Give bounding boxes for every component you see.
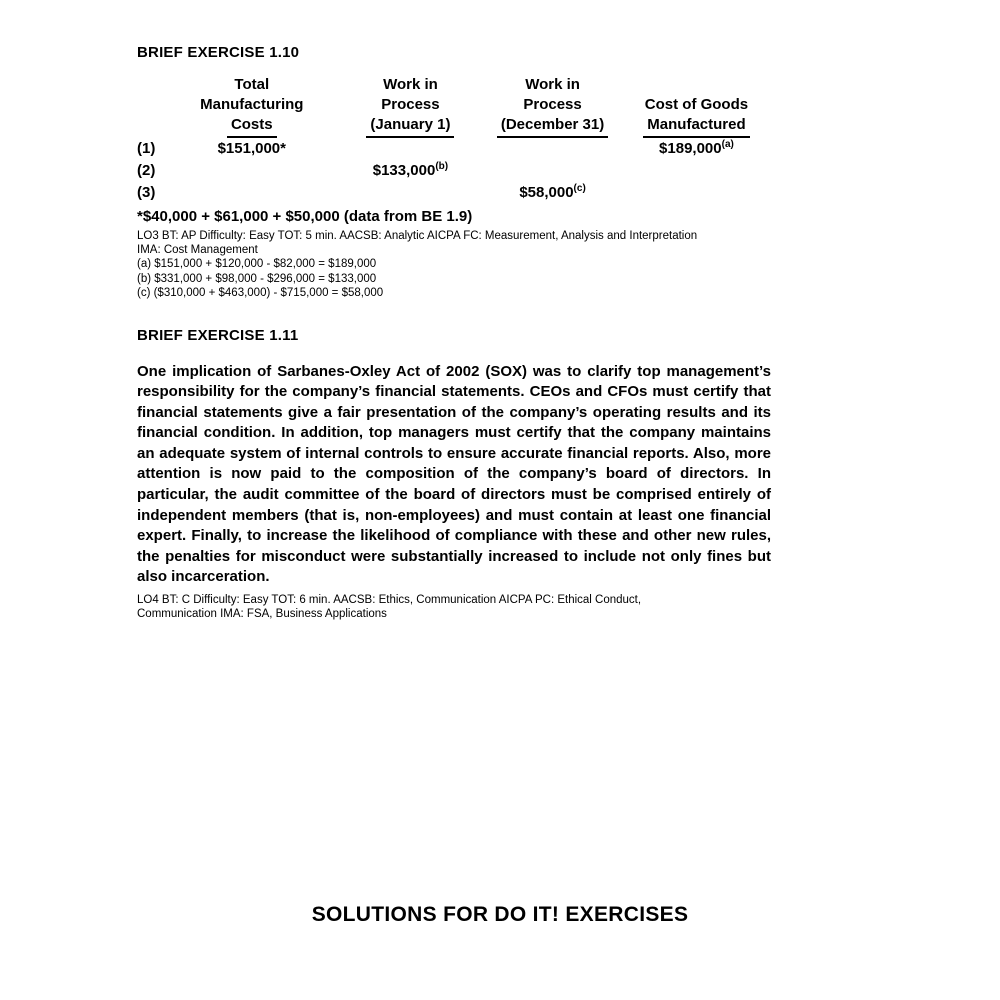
cell-value: $151,000*: [217, 140, 286, 157]
header-line: Cost of Goods: [644, 96, 749, 113]
row-label: (3): [137, 184, 156, 201]
cell-cost-of-goods-manufactured: [624, 138, 769, 160]
row-label: (2): [137, 162, 156, 179]
cell-wip-december-31: [481, 138, 624, 160]
exercise-111-metadata: LO4 BT: C Difficulty: Easy TOT: 6 min. AACSB: Ethics, Communication AICPA PC: Ethical Conduct, Communication IMA: FSA, Business Applications: [137, 594, 642, 621]
header-line: Process: [381, 96, 440, 113]
cell-superscript: (a): [721, 139, 734, 150]
section-footer-title: SOLUTIONS FOR DO IT! EXERCISES: [311, 903, 689, 926]
header-line: Costs: [227, 115, 277, 138]
column-header-total-manufacturing-costs: [164, 75, 340, 138]
column-header-wip-december-31: [481, 75, 624, 138]
table-header: [137, 75, 769, 138]
cell-superscript: (b): [435, 161, 449, 172]
cell-wip-december-31: [481, 160, 624, 182]
table-row: [137, 160, 769, 182]
row-label: (1): [137, 140, 156, 157]
header-line: Manufacturing: [200, 96, 304, 113]
header-line: Manufactured: [643, 115, 749, 138]
cell-total-manufacturing-costs: [164, 160, 340, 182]
header-line: (January 1): [366, 115, 454, 138]
table-body: [137, 138, 769, 204]
cell-value: $189,000: [659, 140, 722, 157]
calculation-line-a: (a) $151,000 + $120,000 - $82,000 = $189,000: [137, 258, 377, 270]
header-line: Work in: [525, 76, 580, 93]
cell-total-manufacturing-costs: [164, 138, 340, 160]
table-row: [137, 138, 769, 160]
cell-cost-of-goods-manufactured: [624, 182, 769, 204]
exercise-110-calculations: [137, 257, 777, 301]
exercise-111-title: BRIEF EXERCISE 1.11: [137, 326, 299, 344]
cell-wip-january-1: [340, 160, 482, 182]
cell-wip-december-31: [481, 182, 624, 204]
cell-value: $133,000: [372, 162, 436, 179]
calculation-line-c: (c) ($310,000 + $463,000) - $715,000 = $58,000: [137, 287, 384, 299]
exercise-111-answer-paragraph: One implication of Sarbanes-Oxley Act of 2002 (SOX) was to clarify top management’s responsibility for the company’s financial statements. CEOs and CFOs must certify that financial statements give a fair presentation of the company’s operating results and its financial condition. In addition, top managers must certify that the company maintains an adequate system of internal controls to ensure accurate financial reports. Also, more attention is now paid to the composition of the company’s board of directors. In particular, the audit committee of the board of directors must be comprised entirely of independent members (that is, non-employees) and must contain at least one financial expert. Finally, to increase the likelihood of compliance with these and other new rules, the penalties for misconduct were substantially increased to include not only fines but also incarceration.: [137, 362, 771, 586]
header-line: Total: [234, 76, 270, 93]
cell-wip-january-1: [340, 138, 482, 160]
header-line: Process: [523, 96, 582, 113]
exercise-110-metadata: LO3 BT: AP Difficulty: Easy TOT: 5 min. AACSB: Analytic AICPA FC: Measurement, Analysis and Interpretation IMA: Cost Management: [137, 230, 698, 256]
manufacturing-costs-table: [137, 75, 769, 204]
section-spacer: [137, 301, 777, 327]
calculation-line-b: (b) $331,000 + $98,000 - $296,000 = $133,000: [137, 272, 377, 285]
document-content: [137, 44, 777, 621]
cell-cost-of-goods-manufactured: [624, 160, 769, 182]
header-line: (December 31): [497, 115, 608, 138]
cell-value: $58,000: [519, 184, 574, 201]
table-corner-cell: [137, 75, 164, 138]
cell-total-manufacturing-costs: [164, 182, 340, 204]
table-row: [137, 182, 769, 204]
cell-superscript: (c): [573, 183, 586, 194]
header-line: Work in: [383, 76, 438, 93]
column-header-cost-of-goods-manufactured: [624, 75, 769, 138]
star-footnote: *$40,000 + $61,000 + $50,000 (data from BE 1.9): [137, 208, 473, 225]
column-header-wip-january-1: [340, 75, 482, 138]
exercise-110-title: BRIEF EXERCISE 1.10: [137, 44, 300, 61]
cell-wip-january-1: [340, 182, 482, 204]
